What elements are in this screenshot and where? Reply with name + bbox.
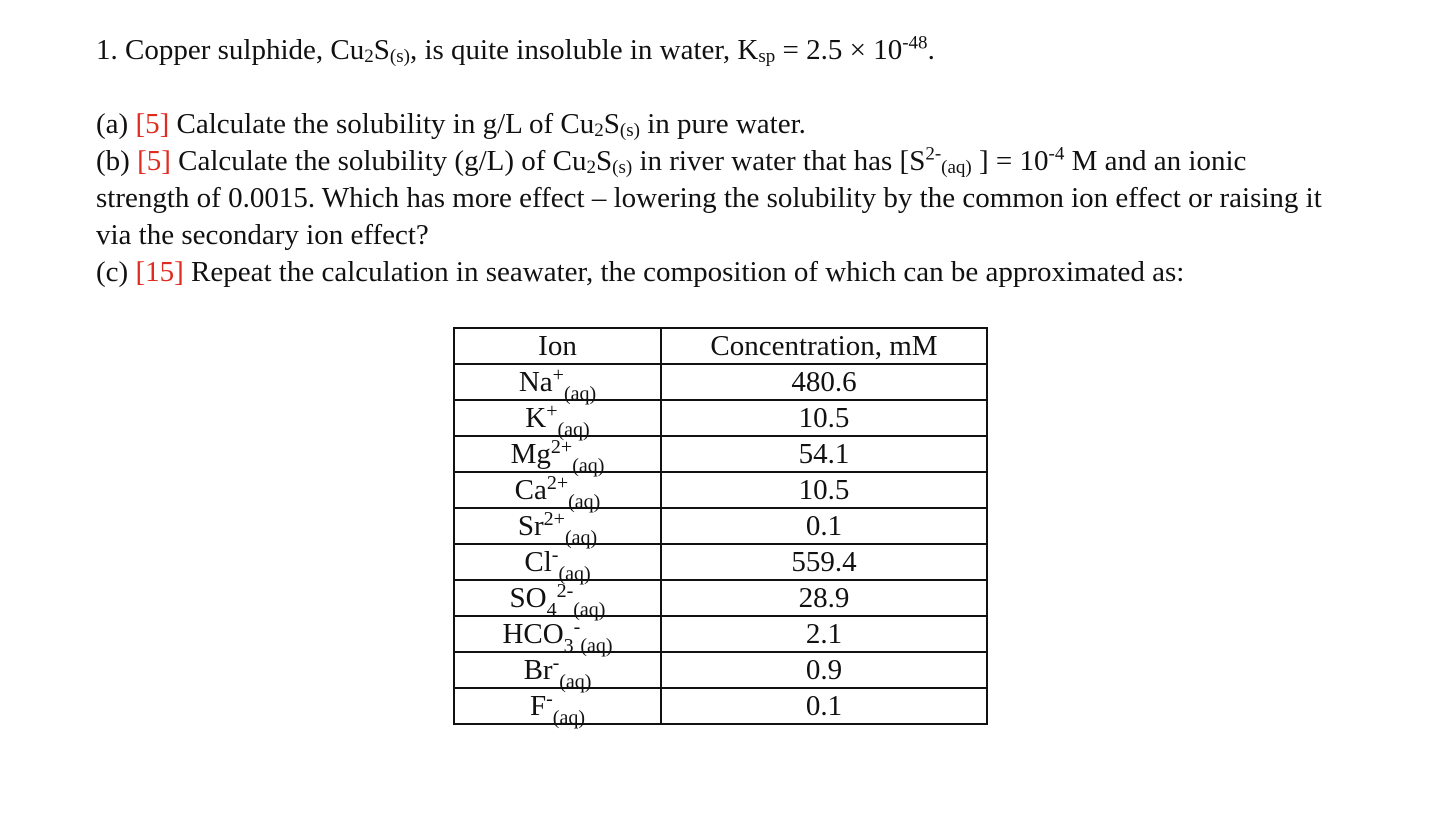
concentration-cell: 10.5 (661, 472, 987, 508)
concentration-cell: 0.9 (661, 652, 987, 688)
ion-cell (454, 580, 661, 621)
ion-cell (454, 616, 661, 657)
table-row (454, 472, 987, 508)
ion-charge: 2+ (550, 436, 573, 458)
table-row (454, 508, 987, 544)
table-row (454, 580, 987, 616)
part-b: (b) [5] Calculate the solubility (g/L) of $Cu_2S_{(s)}$ in river water that has [$S^{2-}_{(aq)}$ ] = $10^{-4}$ M and an ionic strength of 0.0015. Which has more effect – lowering the solubility by the common ion effect or raising it via the secondary ion effect? (96, 143, 1322, 251)
ion-formula (502, 616, 613, 657)
table-row (454, 436, 987, 472)
table-row (454, 400, 987, 436)
ion-cell (454, 688, 661, 729)
ion-charge: 2+ (543, 508, 565, 530)
ion-symbol: HCO (502, 618, 564, 650)
table-row (454, 364, 987, 400)
ion-formula (514, 472, 601, 513)
ion-symbol: K (525, 402, 547, 434)
ion-formula (525, 400, 590, 441)
ion-symbol: F (529, 690, 547, 722)
ion-charge: 2+ (546, 472, 569, 494)
ion-charge: 2- (556, 580, 574, 602)
ion-symbol: Ca (514, 474, 547, 506)
table-row (454, 652, 987, 688)
question-number: 1. (96, 34, 118, 66)
ion-cell (454, 436, 661, 477)
ion-formula (524, 544, 591, 585)
table-body (454, 364, 987, 729)
ion-formula (510, 436, 605, 477)
ion-formula (509, 580, 606, 621)
ion-charge: + (546, 400, 558, 422)
ion-state: (aq) (564, 527, 598, 549)
part-a: (a) [5] Calculate the solubility in g/L of $Cu_2S_{(s)}$ in pure water. (96, 108, 806, 141)
ion-state: (aq) (558, 563, 591, 585)
ion-symbol: Br (523, 654, 553, 686)
ion-charge: - (552, 652, 560, 674)
concentration-cell: 0.1 (661, 508, 987, 544)
ion-cell (454, 544, 661, 585)
ion-cell (454, 400, 661, 441)
concentration-cell: 54.1 (661, 436, 987, 472)
ion-symbol: Na (518, 366, 553, 398)
question-parts (96, 106, 1326, 291)
table-row (454, 616, 987, 652)
concentration-cell: 2.1 (661, 616, 987, 652)
part-b-marks: [5] (137, 145, 171, 177)
ion-symbol: SO (509, 582, 547, 614)
part-c-marks: [15] (135, 256, 184, 288)
header-concentration: Concentration, mM (661, 328, 987, 364)
ion-subscript: 4 (546, 599, 557, 621)
table-row (454, 544, 987, 580)
ion-formula (529, 688, 585, 729)
ion-state: (aq) (580, 635, 613, 657)
ion-state: (aq) (573, 599, 606, 621)
ion-state: (aq) (559, 671, 592, 693)
table-header-row (454, 328, 987, 364)
ion-subscript: 3 (563, 635, 574, 657)
part-a-marks: [5] (135, 108, 170, 140)
ion-state: (aq) (568, 491, 601, 513)
ion-state: (aq) (563, 383, 597, 405)
ion-state: (aq) (552, 707, 585, 729)
ion-formula (517, 508, 598, 549)
seawater-composition-table (453, 327, 988, 729)
ion-symbol: Sr (517, 510, 544, 542)
ion-charge: - (551, 544, 559, 566)
ion-cell (454, 472, 661, 513)
ion-formula (518, 364, 597, 405)
concentration-cell: 0.1 (661, 688, 987, 724)
ion-state: (aq) (572, 455, 605, 477)
ion-charge: - (546, 688, 553, 710)
concentration-cell: 480.6 (661, 364, 987, 400)
ion-charge: - (573, 616, 581, 638)
ion-cell (454, 508, 661, 549)
question-title: 1. Copper sulphide, $Cu_2S_{(s)}$, is quite insoluble in water, $K_{sp} = 2.5 \times 10^{-48}$. (96, 32, 935, 67)
concentration-cell: 559.4 (661, 544, 987, 580)
concentration-cell: 10.5 (661, 400, 987, 436)
ion-symbol: Cl (524, 546, 552, 578)
part-c: (c) [15] Repeat the calculation in seawater, the composition of which can be approximated as: (96, 256, 1185, 288)
table-row (454, 688, 987, 724)
ion-cell (454, 364, 661, 405)
ion-cell (454, 652, 661, 693)
ion-formula (523, 652, 592, 693)
concentration-cell: 28.9 (661, 580, 987, 616)
ion-state: (aq) (557, 419, 590, 441)
ion-charge: + (552, 364, 564, 386)
header-ion: Ion (454, 328, 661, 364)
ion-symbol: Mg (510, 438, 551, 470)
